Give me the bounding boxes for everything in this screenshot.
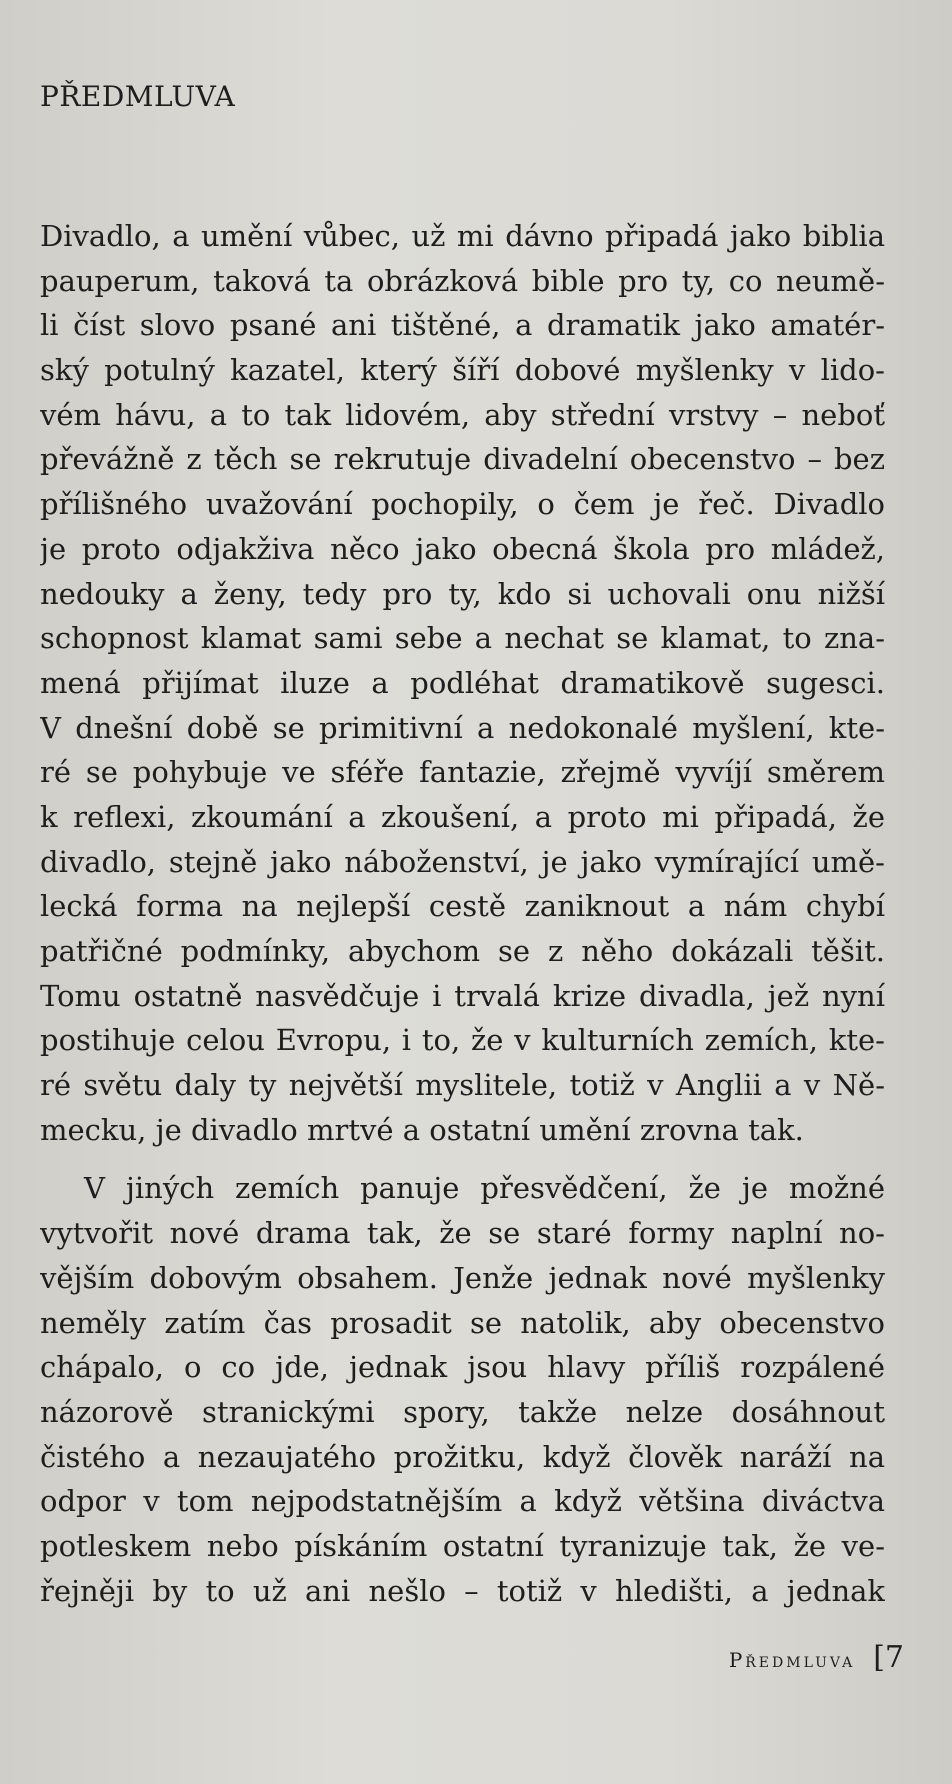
text-line: názorově stranickými spory, takže nelze dosáhnout <box>40 1394 885 1429</box>
text-line: ský potulný kazatel, který šíří dobové myšlenky v lido- <box>40 353 885 388</box>
page-title: PŘEDMLUVA <box>40 80 236 113</box>
text-line: mená přijímat iluze a podléhat dramatikově sugesci. <box>40 665 885 700</box>
text-line: čistého a nezaujatého prožitku, když člověk naráží na <box>40 1439 885 1474</box>
text-line: je proto odjakživa něco jako obecná škola pro mládež, <box>40 531 885 566</box>
text-line: chápalo, o co jde, jednak jsou hlavy příliš rozpálené <box>40 1350 885 1385</box>
text-line: V jiných zemích panuje přesvědčení, že je možné <box>84 1171 885 1206</box>
text-line: vém hávu, a to tak lidovém, aby střední vrstvy – neboť <box>40 397 885 432</box>
text-line: vějším dobovým obsahem. Jenže jednak nové myšlenky <box>40 1260 885 1295</box>
text-line: divadlo, stejně jako náboženství, je jako vymírající umě- <box>40 844 885 879</box>
text-line: odpor v tom nejpodstatnějším a když většina diváctva <box>40 1484 885 1519</box>
text-line: řejněji by to už ani nešlo – totiž v hledišti, a jednak <box>40 1573 885 1608</box>
text-line: přílišného uvažování pochopily, o čem je řeč. Divadlo <box>40 487 885 522</box>
paragraph-1 <box>40 214 885 1152</box>
text-line: pauperum, taková ta obrázková bible pro ty, co neumě- <box>40 263 885 298</box>
text-line: lecká forma na nejlepší cestě zaniknout a nám chybí <box>40 889 885 924</box>
text-line: vytvořit nové drama tak, že se staré formy naplní no- <box>40 1216 885 1251</box>
text-line: převážně z těch se rekrutuje divadelní obecenstvo – bez <box>40 442 885 477</box>
text-line: mecku, je divadlo mrtvé a ostatní umění zrovna tak. <box>40 1112 804 1147</box>
text-line: li číst slovo psané ani tištěné, a dramatik jako amatér- <box>40 308 885 343</box>
text-line: schopnost klamat sami sebe a nechat se klamat, to zna- <box>40 621 885 656</box>
body-text <box>40 214 885 1613</box>
text-line: ré se pohybuje ve sféře fantazie, zřejmě vyvíjí směrem <box>40 755 885 790</box>
text-line: postihuje celou Evropu, i to, že v kulturních zemích, kte- <box>40 1023 885 1058</box>
page-number: [7 <box>873 1640 904 1675</box>
text-line: V dnešní době se primitivní a nedokonalé myšlení, kte- <box>40 710 885 745</box>
running-head: Předmluva <box>728 1648 856 1672</box>
text-line: ré světu daly ty největší myslitele, totiž v Anglii a v Ně- <box>40 1068 885 1103</box>
paragraph-2 <box>40 1166 885 1613</box>
text-line: Tomu ostatně nasvědčuje i trvalá krize divadla, jež nyní <box>40 978 885 1013</box>
page-footer <box>729 1640 904 1675</box>
text-line: k reflexi, zkoumání a zkoušení, a proto mi připadá, že <box>40 799 885 834</box>
text-line: neměly zatím čas prosadit se natolik, aby obecenstvo <box>40 1305 885 1340</box>
text-line: patřičné podmínky, abychom se z něho dokázali těšit. <box>40 934 885 968</box>
text-line: potleskem nebo pískáním ostatní tyranizuje tak, že ve- <box>40 1528 885 1563</box>
text-line: Divadlo, a umění vůbec, už mi dávno připadá jako biblia <box>40 219 885 253</box>
text-line: nedouky a ženy, tedy pro ty, kdo si uchovali onu nižší <box>40 576 885 611</box>
